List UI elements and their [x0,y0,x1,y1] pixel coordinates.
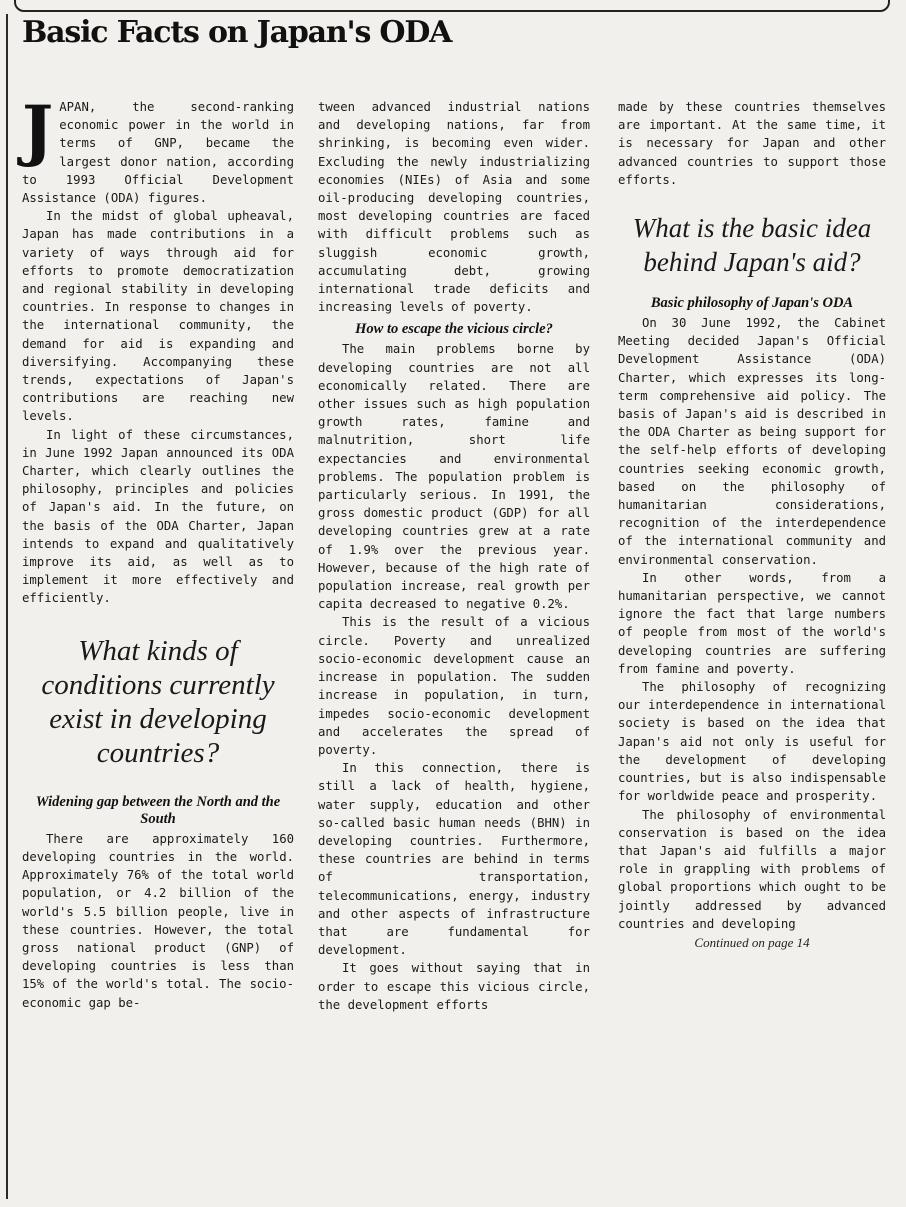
body-paragraph: There are approximately 160 developing countries in the world. Approximately 76% of the total world population, or 4.2 billion of the world's 5.5 billion people, live in these countries. However, the total gross national product (GNP) of developing countries is less than 15% of the world's total. The socio-economic gap be- [22,831,294,1010]
article-column-1 [22,91,294,1012]
drop-cap: J [22,91,54,169]
body-paragraph: tween advanced industrial nations and developing nations, far from shrinking, is becoming even wider. Excluding the newly industrializing economies (NIEs) of Asia and some oil-producing developing countries, most developing countries are faced with difficult problems such as sluggish economic growth, accumulating debt, growing international trade deficits and increasing levels of poverty. [318,100,590,315]
section-question-heading: What is the basic idea behind Japan's aid? [632,213,872,278]
left-column-rule [6,14,8,1199]
section-question-heading: What kinds of conditions currently exist in developing countries? [41,634,275,769]
lead-paragraph: APAN, the second-ranking economic power in the world in terms of GNP, became the largest donor nation, according to 1993 Official Development Assistance (ODA) figures. [22,100,294,206]
body-paragraph: On 30 June 1992, the Cabinet Meeting decided Japan's Official Development Assistance (ODA) Charter, which expresses its long-term comprehensive aid policy. The basis of Japan's aid is described in the ODA Charter as being support for the self-help efforts of developing countries seeking economic growth, based on the philosophy of humanitarian considerations, recognition of the interdependence of the international community and environmental conservation. [618,316,886,567]
article-column-2 [318,98,590,1014]
body-paragraph: In light of these circumstances, in June 1992 Japan announced its ODA Charter, which clearly outlines the philosophy, principles and policies of Japan's aid. In the future, on the basis of the ODA Charter, Japan intends to expand and qualitatively improve its aid, as well as to implement it more effectively and efficiently. [22,427,294,606]
body-paragraph: The main problems borne by developing countries are not all economically related. There are other issues such as high population growth rates, famine and malnutrition, short life expectancies and environmental problems. The population problem is particularly serious. In 1991, the gross domestic product (GDP) for all developing countries grew at a rate of 1.9% over the previous year. However, because of the high rate of population increase, real growth per capita decreased to negative 0.2%. [318,342,590,612]
body-paragraph: The philosophy of environmental conservation is based on the idea that Japan's aid fulfills a major role in grappling with problems of global proportions which ought to be jointly addressed by advanced countries and developing [618,807,886,931]
body-paragraph: In this connection, there is still a lack of health, hygiene, water supply, education and other so-called basic human needs (BHN) in developing countries. Furthermore, these countries are behind in terms of transportation, telecommunications, energy, industry and other aspects of infrastructure that are fundamental for development. [318,761,590,958]
top-frame-border [14,0,890,12]
body-paragraph: The philosophy of recognizing our interdependence in international society is based on the idea that Japan's aid not only is useful for the development of developing countries, but is also indispensable for worldwide peace and prosperity. [618,680,886,804]
continued-on-page-link[interactable]: Continued on page 14 [694,934,810,950]
body-paragraph: In other words, from a humanitarian perspective, we cannot ignore the fact that large numbers of people from most of the world's developing countries are suffering from famine and poverty. [618,570,886,676]
body-paragraph: It goes without saying that in order to escape this vicious circle, the development efforts [318,961,590,1012]
subheading: How to escape the vicious circle? [355,321,553,338]
body-paragraph: This is the result of a vicious circle. Poverty and unrealized socio-economic development cause an increase in population. The sudden increase in population, in turn, impedes socio-economic development and accelerates the spread of poverty. [318,615,590,757]
subheading: Basic philosophy of Japan's ODA [650,295,854,312]
subheading: Widening gap between the North and the South [35,793,281,827]
page-title: Basic Facts on Japan's ODA [22,15,452,50]
article-column-3 [618,98,886,952]
body-paragraph: made by these countries themselves are important. At the same time, it is necessary for Japan and other advanced countries to support those efforts. [618,100,886,187]
body-paragraph: In the midst of global upheaval, Japan has made contributions in a variety of ways through aid for efforts to promote democratization and regional stability in developing countries. In response to changes in the international community, the demand for aid is expanding and diversifying. Accompanying these trends, expectations of Japan's contributions are reaching new levels. [22,209,294,424]
